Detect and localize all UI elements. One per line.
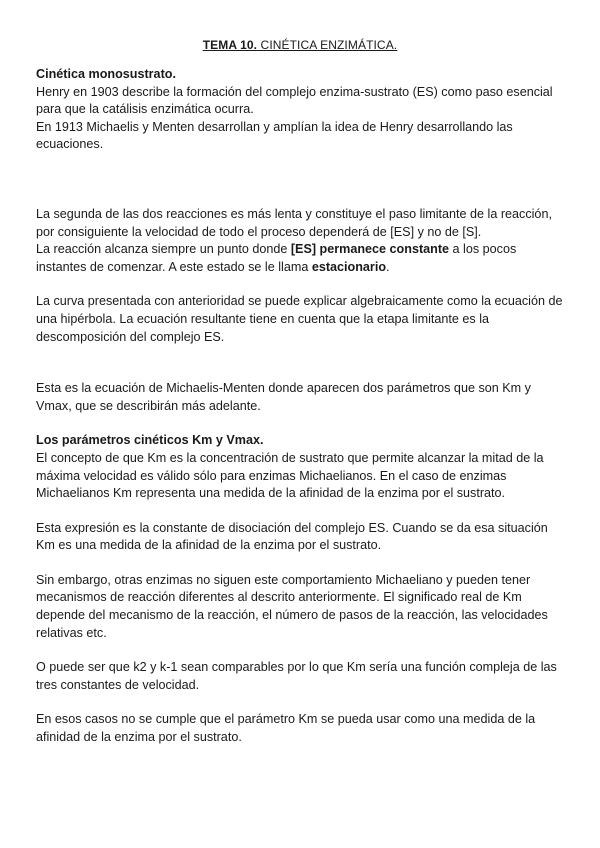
paragraph-hiperbola: La curva presentada con anterioridad se puede explicar algebraicamente como la ecuación de una hipérbola. La ecuación resultante tiene en cuenta que la etapa limitante es la descomposición del complejo ES. [36, 294, 563, 344]
bold-es-constante: [ES] permanece constante [290, 242, 450, 257]
text-segment: La reacción alcanza siempre un punto donde [36, 242, 291, 257]
title-number: TEMA 10. [202, 38, 258, 52]
equation-space [36, 154, 566, 206]
equation-space [36, 346, 566, 380]
paragraph-sin-embargo: Sin embargo, otras enzimas no siguen este comportamiento Michaeliano y pueden tener mecanismos de reacción diferentes al descrito anteriormente. El significado real de Km depende del mecanismo de la reacción, el número de pasos de la reacción, las velocidades relativas etc. [36, 572, 548, 640]
paragraph-constante-disociacion: Esta expresión es la constante de disociación del complejo ES. Cuando se da esa situación Km es una medida de la afinidad de la enzima por el sustrato. [36, 520, 548, 553]
page-title [0, 38, 600, 52]
paragraph-spacer [36, 276, 566, 293]
paragraph-henry: Henry en 1903 describe la formación del complejo enzima-sustrato (ES) como paso esencial para que la catálisis enzimática ocurra. [36, 84, 553, 117]
section-heading-monosustrato: Cinética monosustrato. [36, 67, 176, 81]
paragraph-ecuacion-mm: Esta es la ecuación de Michaelis-Menten donde aparecen dos parámetros que son Km y Vmax, que se describirán más adelante. [36, 381, 531, 413]
paragraph-spacer [36, 642, 566, 659]
paragraph-estacionario [36, 241, 566, 276]
document-body [36, 66, 566, 747]
bold-estacionario: estacionario [311, 259, 387, 274]
text-segment: . [386, 259, 390, 274]
paragraph-esos-casos: En esos casos no se cumple que el parámetro Km se pueda usar como una medida de la afinidad de la enzima por el sustrato. [36, 712, 536, 745]
paragraph-spacer [36, 415, 566, 432]
paragraph-km-concepto: El concepto de que Km es la concentración de sustrato que permite alcanzar la mitad de la máxima velocidad es válido sólo para enzimas Michaelianos. En el caso de enzimas Michaelianos Km representa una medida de la afinidad de la enzima por el sustrato. [36, 450, 544, 501]
text-segment: a los pocos instantes de comenzar. A este estado se le llama [36, 242, 517, 274]
section-heading-parametros: Los parámetros cinéticos Km y Vmax. [36, 433, 264, 448]
title-text: CINÉTICA ENZIMÁTICA. [257, 38, 398, 52]
paragraph-michaelis-menten: En 1913 Michaelis y Menten desarrollan y amplían la idea de Henry desarrollando las ecuaciones. [36, 119, 513, 152]
paragraph-spacer [36, 555, 566, 572]
paragraph-spacer [36, 694, 566, 711]
paragraph-spacer [36, 503, 566, 520]
paragraph-paso-limitante: La segunda de las dos reacciones es más lenta y constituye el paso limitante de la reacción, por consiguiente la velocidad de todo el proceso dependerá de [ES] y no de [S]. [36, 206, 552, 239]
paragraph-k2-k1: O puede ser que k2 y k-1 sean comparables por lo que Km sería una función compleja de las tres constantes de velocidad. [36, 660, 557, 692]
